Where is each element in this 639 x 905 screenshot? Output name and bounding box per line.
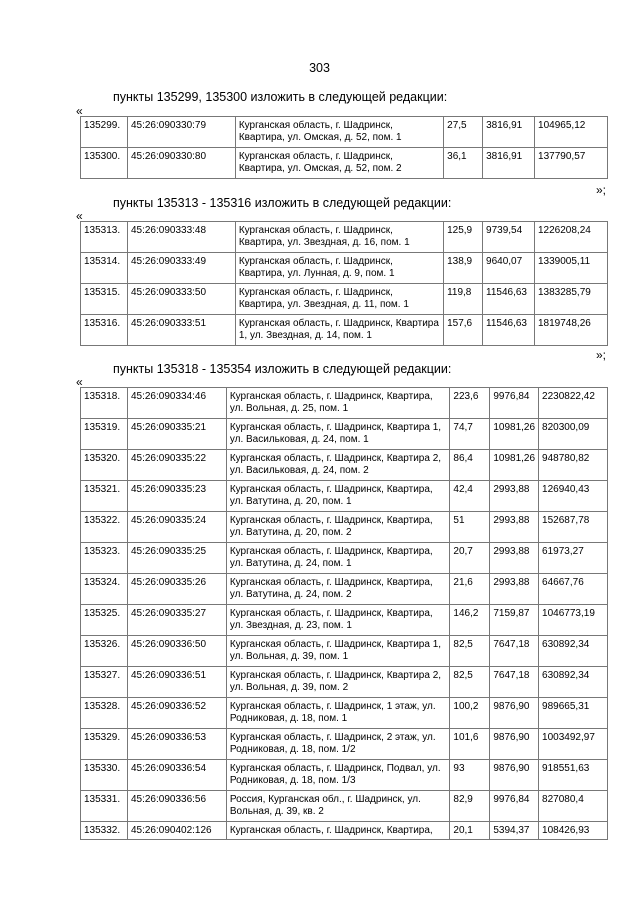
row-number-cell: 135327. bbox=[81, 667, 128, 698]
cadastral-value-cell: 630892,34 bbox=[539, 667, 608, 698]
area-cell: 82,5 bbox=[450, 667, 490, 698]
cadastral-number-cell: 45:26:090334:46 bbox=[127, 388, 226, 419]
table-row bbox=[81, 729, 608, 760]
cadastral-number-cell: 45:26:090335:24 bbox=[127, 512, 226, 543]
cadastral-number-cell: 45:26:090333:50 bbox=[127, 284, 235, 315]
row-number-cell: 135316. bbox=[81, 315, 128, 346]
cadastral-number-cell: 45:26:090330:80 bbox=[127, 148, 235, 179]
area-cell: 119,8 bbox=[444, 284, 483, 315]
area-cell: 101,6 bbox=[450, 729, 490, 760]
table-row bbox=[81, 481, 608, 512]
cadastral-number-cell: 45:26:090335:23 bbox=[127, 481, 226, 512]
address-cell: Курганская область, г. Шадринск, Квартира 1, ул. Звездная, д. 14, пом. 1 bbox=[235, 315, 443, 346]
table-row bbox=[81, 512, 608, 543]
address-cell: Курганская область, г. Шадринск, Квартира, ул. Звездная, д. 23, пом. 1 bbox=[226, 605, 450, 636]
cadastral-number-cell: 45:26:090336:51 bbox=[127, 667, 226, 698]
table-row bbox=[81, 148, 608, 179]
specific-value-cell: 3816,91 bbox=[483, 117, 535, 148]
table-row bbox=[81, 636, 608, 667]
row-number-cell: 135299. bbox=[81, 117, 128, 148]
specific-value-cell: 9876,90 bbox=[490, 698, 539, 729]
address-cell: Курганская область, г. Шадринск, Квартира, ул. Ватутина, д. 24, пом. 2 bbox=[226, 574, 450, 605]
area-cell: 42,4 bbox=[450, 481, 490, 512]
table-row bbox=[81, 574, 608, 605]
address-cell: Курганская область, г. Шадринск, Квартира, ул. Вольная, д. 25, пом. 1 bbox=[226, 388, 450, 419]
cadastral-number-cell: 45:26:090335:25 bbox=[127, 543, 226, 574]
row-number-cell: 135324. bbox=[81, 574, 128, 605]
cadastral-number-cell: 45:26:090336:54 bbox=[127, 760, 226, 791]
address-cell: Курганская область, г. Шадринск, Квартира, ул. Лунная, д. 9, пом. 1 bbox=[235, 253, 443, 284]
area-cell: 86,4 bbox=[450, 450, 490, 481]
table-row bbox=[81, 605, 608, 636]
cadastral-value-cell: 1003492,97 bbox=[539, 729, 608, 760]
cadastral-number-cell: 45:26:090402:126 bbox=[127, 822, 226, 840]
cadastral-number-cell: 45:26:090333:48 bbox=[127, 222, 235, 253]
cadastral-number-cell: 45:26:090330:79 bbox=[127, 117, 235, 148]
close-quote: »; bbox=[595, 183, 606, 197]
cadastral-value-cell: 61973,27 bbox=[539, 543, 608, 574]
open-quote: « bbox=[76, 104, 83, 118]
address-cell: Курганская область, г. Шадринск, Квартира 1, ул. Вольная, д. 39, пом. 1 bbox=[226, 636, 450, 667]
area-cell: 21,6 bbox=[450, 574, 490, 605]
cadastral-value-cell: 126940,43 bbox=[539, 481, 608, 512]
table-row bbox=[81, 791, 608, 822]
specific-value-cell: 2993,88 bbox=[490, 512, 539, 543]
specific-value-cell: 2993,88 bbox=[490, 481, 539, 512]
specific-value-cell: 9739,54 bbox=[483, 222, 535, 253]
row-number-cell: 135329. bbox=[81, 729, 128, 760]
cadastral-value-cell: 137790,57 bbox=[535, 148, 608, 179]
row-number-cell: 135332. bbox=[81, 822, 128, 840]
address-cell: Курганская область, г. Шадринск, 1 этаж, ул. Родниковая, д. 18, пом. 1 bbox=[226, 698, 450, 729]
row-number-cell: 135320. bbox=[81, 450, 128, 481]
row-number-cell: 135315. bbox=[81, 284, 128, 315]
area-cell: 93 bbox=[450, 760, 490, 791]
specific-value-cell: 3816,91 bbox=[483, 148, 535, 179]
cadastral-value-cell: 989665,31 bbox=[539, 698, 608, 729]
row-number-cell: 135328. bbox=[81, 698, 128, 729]
row-number-cell: 135323. bbox=[81, 543, 128, 574]
cadastral-value-cell: 1819748,26 bbox=[535, 315, 608, 346]
table-row bbox=[81, 698, 608, 729]
cadastral-number-cell: 45:26:090335:27 bbox=[127, 605, 226, 636]
area-cell: 36,1 bbox=[444, 148, 483, 179]
property-table bbox=[80, 387, 608, 840]
area-cell: 27,5 bbox=[444, 117, 483, 148]
address-cell: Курганская область, г. Шадринск, Квартира 2, ул. Вольная, д. 39, пом. 2 bbox=[226, 667, 450, 698]
cadastral-number-cell: 45:26:090336:56 bbox=[127, 791, 226, 822]
specific-value-cell: 7647,18 bbox=[490, 636, 539, 667]
cadastral-value-cell: 108426,93 bbox=[539, 822, 608, 840]
table-row bbox=[81, 450, 608, 481]
row-number-cell: 135318. bbox=[81, 388, 128, 419]
area-cell: 125,9 bbox=[444, 222, 483, 253]
table-row bbox=[81, 667, 608, 698]
cadastral-number-cell: 45:26:090336:53 bbox=[127, 729, 226, 760]
area-cell: 223,6 bbox=[450, 388, 490, 419]
address-cell: Курганская область, г. Шадринск, Квартира 1, ул. Васильковая, д. 24, пом. 1 bbox=[226, 419, 450, 450]
table-row bbox=[81, 315, 608, 346]
row-number-cell: 135319. bbox=[81, 419, 128, 450]
section-heading: пункты 135313 - 135316 изложить в следующей редакции: bbox=[113, 196, 452, 210]
section-heading: пункты 135299, 135300 изложить в следующей редакции: bbox=[113, 90, 448, 104]
specific-value-cell: 9876,90 bbox=[490, 760, 539, 791]
specific-value-cell: 9976,84 bbox=[490, 791, 539, 822]
cadastral-number-cell: 45:26:090336:52 bbox=[127, 698, 226, 729]
cadastral-value-cell: 1383285,79 bbox=[535, 284, 608, 315]
row-number-cell: 135325. bbox=[81, 605, 128, 636]
address-cell: Курганская область, г. Шадринск, Подвал, ул. Родниковая, д. 18, пом. 1/3 bbox=[226, 760, 450, 791]
address-cell: Курганская область, г. Шадринск, Квартира, ул. Ватутина, д. 20, пом. 2 bbox=[226, 512, 450, 543]
specific-value-cell: 5394,37 bbox=[490, 822, 539, 840]
table-row bbox=[81, 822, 608, 840]
specific-value-cell: 9876,90 bbox=[490, 729, 539, 760]
property-table bbox=[80, 221, 608, 346]
row-number-cell: 135300. bbox=[81, 148, 128, 179]
address-cell: Курганская область, г. Шадринск, Квартира, ул. Звездная, д. 16, пом. 1 bbox=[235, 222, 443, 253]
address-cell: Курганская область, г. Шадринск, Квартира, ул. Омская, д. 52, пом. 2 bbox=[235, 148, 443, 179]
address-cell: Курганская область, г. Шадринск, Квартира, ул. Омская, д. 52, пом. 1 bbox=[235, 117, 443, 148]
address-cell: Курганская область, г. Шадринск, Квартира, ул. Ватутина, д. 20, пом. 1 bbox=[226, 481, 450, 512]
table-row bbox=[81, 284, 608, 315]
cadastral-value-cell: 2230822,42 bbox=[539, 388, 608, 419]
specific-value-cell: 10981,26 bbox=[490, 419, 539, 450]
area-cell: 157,6 bbox=[444, 315, 483, 346]
area-cell: 146,2 bbox=[450, 605, 490, 636]
address-cell: Курганская область, г. Шадринск, 2 этаж, ул. Родниковая, д. 18, пом. 1/2 bbox=[226, 729, 450, 760]
cadastral-value-cell: 64667,76 bbox=[539, 574, 608, 605]
cadastral-number-cell: 45:26:090336:50 bbox=[127, 636, 226, 667]
table-row bbox=[81, 419, 608, 450]
area-cell: 82,9 bbox=[450, 791, 490, 822]
address-cell: Россия, Курганская обл., г. Шадринск, ул. Вольная, д. 39, кв. 2 bbox=[226, 791, 450, 822]
specific-value-cell: 9976,84 bbox=[490, 388, 539, 419]
address-cell: Курганская область, г. Шадринск, Квартира, ул. Ватутина, д. 24, пом. 1 bbox=[226, 543, 450, 574]
row-number-cell: 135330. bbox=[81, 760, 128, 791]
table-row bbox=[81, 760, 608, 791]
table-row bbox=[81, 117, 608, 148]
row-number-cell: 135326. bbox=[81, 636, 128, 667]
section-heading: пункты 135318 - 135354 изложить в следующей редакции: bbox=[113, 362, 452, 376]
cadastral-number-cell: 45:26:090335:21 bbox=[127, 419, 226, 450]
area-cell: 82,5 bbox=[450, 636, 490, 667]
cadastral-value-cell: 1339005,11 bbox=[535, 253, 608, 284]
specific-value-cell: 11546,63 bbox=[483, 284, 535, 315]
specific-value-cell: 2993,88 bbox=[490, 543, 539, 574]
cadastral-value-cell: 820300,09 bbox=[539, 419, 608, 450]
row-number-cell: 135331. bbox=[81, 791, 128, 822]
row-number-cell: 135313. bbox=[81, 222, 128, 253]
close-quote: »; bbox=[595, 348, 606, 362]
property-table bbox=[80, 116, 608, 179]
open-quote: « bbox=[76, 209, 83, 223]
cadastral-value-cell: 827080,4 bbox=[539, 791, 608, 822]
cadastral-value-cell: 104965,12 bbox=[535, 117, 608, 148]
table-row bbox=[81, 253, 608, 284]
address-cell: Курганская область, г. Шадринск, Квартира, bbox=[226, 822, 450, 840]
cadastral-value-cell: 948780,82 bbox=[539, 450, 608, 481]
cadastral-value-cell: 152687,78 bbox=[539, 512, 608, 543]
open-quote: « bbox=[76, 375, 83, 389]
row-number-cell: 135314. bbox=[81, 253, 128, 284]
cadastral-value-cell: 1226208,24 bbox=[535, 222, 608, 253]
table-row bbox=[81, 543, 608, 574]
area-cell: 20,1 bbox=[450, 822, 490, 840]
area-cell: 51 bbox=[450, 512, 490, 543]
specific-value-cell: 2993,88 bbox=[490, 574, 539, 605]
table-row bbox=[81, 388, 608, 419]
cadastral-number-cell: 45:26:090335:22 bbox=[127, 450, 226, 481]
cadastral-number-cell: 45:26:090333:51 bbox=[127, 315, 235, 346]
row-number-cell: 135321. bbox=[81, 481, 128, 512]
specific-value-cell: 11546,63 bbox=[483, 315, 535, 346]
cadastral-value-cell: 1046773,19 bbox=[539, 605, 608, 636]
page-number: 303 bbox=[309, 61, 330, 75]
area-cell: 74,7 bbox=[450, 419, 490, 450]
area-cell: 20,7 bbox=[450, 543, 490, 574]
area-cell: 100,2 bbox=[450, 698, 490, 729]
cadastral-number-cell: 45:26:090333:49 bbox=[127, 253, 235, 284]
specific-value-cell: 7647,18 bbox=[490, 667, 539, 698]
address-cell: Курганская область, г. Шадринск, Квартира, ул. Звездная, д. 11, пом. 1 bbox=[235, 284, 443, 315]
specific-value-cell: 7159,87 bbox=[490, 605, 539, 636]
specific-value-cell: 9640,07 bbox=[483, 253, 535, 284]
area-cell: 138,9 bbox=[444, 253, 483, 284]
address-cell: Курганская область, г. Шадринск, Квартира 2, ул. Васильковая, д. 24, пом. 2 bbox=[226, 450, 450, 481]
cadastral-value-cell: 630892,34 bbox=[539, 636, 608, 667]
table-row bbox=[81, 222, 608, 253]
specific-value-cell: 10981,26 bbox=[490, 450, 539, 481]
cadastral-value-cell: 918551,63 bbox=[539, 760, 608, 791]
cadastral-number-cell: 45:26:090335:26 bbox=[127, 574, 226, 605]
row-number-cell: 135322. bbox=[81, 512, 128, 543]
